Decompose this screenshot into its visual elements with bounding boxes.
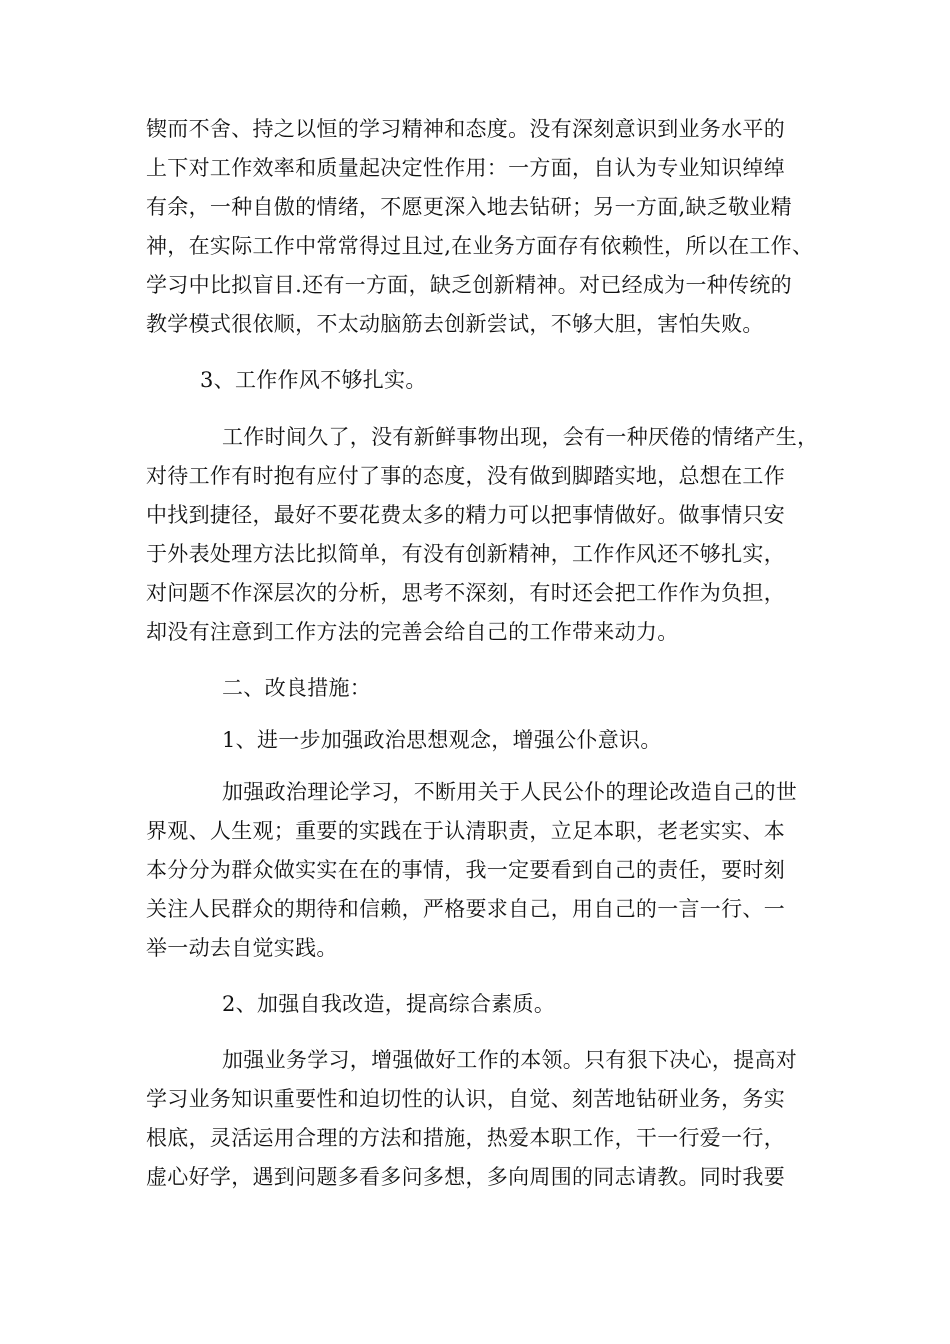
section-heading: 2、加强自我改造，提高综合素质。 [222, 992, 556, 1016]
text-line: 加强业务学习，增强做好工作的本领。只有狠下决心，提高对 [222, 1048, 798, 1072]
text-line: 神，在实际工作中常常得过且过,在业务方面存有依赖性，所以在工作、 [146, 234, 814, 258]
text-line: 对待工作有时抱有应付了事的态度，没有做到脚踏实地，总想在工作 [146, 464, 785, 488]
text-line: 于外表处理方法比拟简单，有没有创新精神，工作作风还不够扎实， [146, 542, 785, 566]
text-line: 对问题不作深层次的分析，思考不深刻，有时还会把工作作为负担， [146, 581, 785, 605]
text-line: 关注人民群众的期待和信赖，严格要求自己，用自己的一言一行、一 [146, 897, 785, 921]
text-line: 学习业务知识重要性和迫切性的认识，自觉、刻苦地钻研业务，务实 [146, 1087, 785, 1111]
section-heading: 1、进一步加强政治思想观念，增强公仆意识。 [222, 728, 662, 752]
text-line: 根底，灵活运用合理的方法和措施，热爱本职工作，干一行爱一行， [146, 1126, 785, 1150]
text-line: 界观、人生观；重要的实践在于认清职责，立足本职，老老实实、本 [146, 819, 785, 843]
text-line: 学习中比拟盲目.还有一方面，缺乏创新精神。对已经成为一种传统的 [146, 273, 792, 297]
text-line: 教学模式很依顺，不太动脑筋去创新尝试，不够大胆，害怕失败。 [146, 312, 764, 336]
section-heading: 3、工作作风不够扎实。 [200, 368, 427, 392]
text-line: 虚心好学，遇到问题多看多问多想，多向周围的同志请教。同时我要 [146, 1165, 785, 1189]
section-heading: 二、改良措施： [222, 676, 372, 700]
text-line: 工作时间久了，没有新鲜事物出现，会有一种厌倦的情绪产生， [222, 425, 819, 449]
text-line: 本分分为群众做实实在在的事情，我一定要看到自己的责任，要时刻 [146, 858, 785, 882]
text-line: 加强政治理论学习，不断用关于人民公仆的理论改造自己的世 [222, 780, 798, 804]
text-line: 举一动去自觉实践。 [146, 936, 338, 960]
text-line: 上下对工作效率和质量起决定性作用：一方面，自认为专业知识绰绰 [146, 156, 785, 180]
text-line: 却没有注意到工作方法的完善会给自己的工作带来动力。 [146, 620, 679, 644]
text-line: 锲而不舍、持之以恒的学习精神和态度。没有深刻意识到业务水平的 [146, 117, 785, 141]
text-line: 有余，一种自傲的情绪，不愿更深入地去钻研；另一方面,缺乏敬业精 [146, 195, 792, 219]
text-line: 中找到捷径，最好不要花费太多的精力可以把事情做好。做事情只安 [146, 503, 785, 527]
